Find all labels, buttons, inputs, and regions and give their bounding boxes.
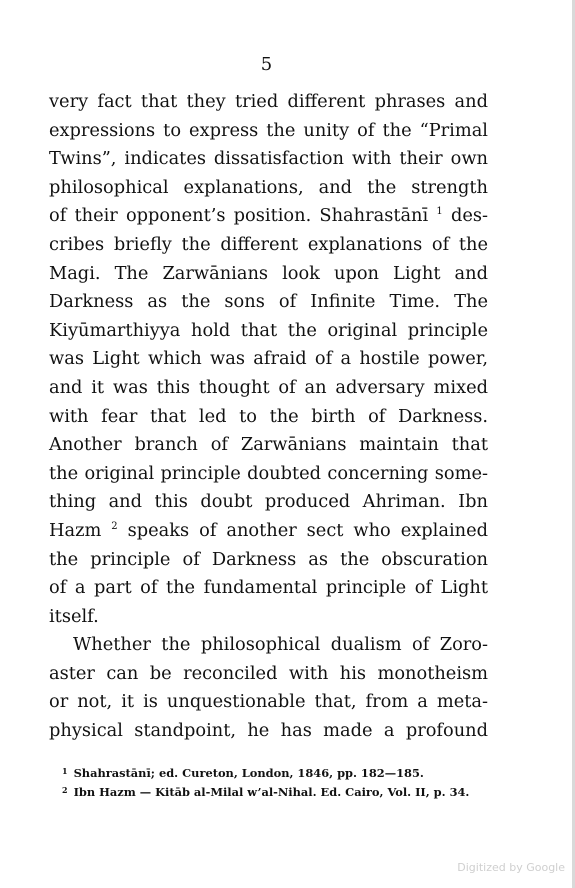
body-text: [49, 88, 488, 746]
text-line: itself.: [49, 605, 99, 627]
text-line: of their opponent’s position. Shahrastānī $^1$ des-: [49, 205, 488, 227]
footnote-mark: 2: [62, 785, 68, 795]
footnote-reference[interactable]: 1: [436, 206, 443, 218]
text-line: thing and this doubt produced Ahriman. Ibn: [49, 491, 488, 513]
text-line: was Light which was afraid of a hostile power,: [49, 348, 488, 370]
footnotes: [62, 763, 492, 801]
text-line: Magi. The Zarwānians look upon Light and: [49, 262, 488, 284]
footnote: [62, 782, 492, 801]
text-line: the original principle doubted concerning some-: [49, 462, 488, 484]
text-line: very fact that they tried different phrases and: [49, 91, 488, 112]
text-line: or not, it is unquestionable that, from a meta-: [49, 691, 488, 713]
text-line: expressions to express the unity of the “Primal: [49, 119, 488, 141]
text-line: of a part of the fundamental principle of Light: [49, 577, 488, 599]
text-line: cribes briefly the different explanations of the: [49, 233, 488, 255]
paragraph: [49, 631, 488, 745]
text-line: physical standpoint, he has made a profound: [49, 720, 488, 742]
footnote: [62, 763, 492, 782]
footnote-text: Ibn Hazm — Kitāb al-Milal w’al-Nihal. Ed. Cairo, Vol. II, p. 34.: [73, 785, 470, 799]
text-line: Kiyūmarthiyya hold that the original principle: [49, 319, 488, 341]
text-line: philosophical explanations, and the strength: [49, 176, 488, 198]
text-line: Hazm $^2$ speaks of another sect who explained: [49, 519, 488, 541]
digitization-watermark: Digitized by Google: [457, 861, 565, 874]
text-line: with fear that led to the birth of Darkness.: [49, 405, 488, 427]
page-number: 5: [260, 54, 273, 75]
footnote-text: Shahrastānī; ed. Cureton, London, 1846, pp. 182—185.: [73, 766, 424, 780]
text-line: aster can be reconciled with his monotheism: [49, 662, 488, 684]
text-line: Twins”, indicates dissatisfaction with their own: [49, 148, 488, 170]
text-line: the principle of Darkness as the obscuration: [49, 548, 488, 570]
paragraph: [49, 88, 488, 631]
text-line: Another branch of Zarwānians maintain that: [49, 434, 488, 456]
text-line: Darkness as the sons of Infinite Time. The: [49, 291, 488, 313]
text-line: Whether the philosophical dualism of Zoro-: [73, 634, 488, 656]
text-line: and it was this thought of an adversary mixed: [49, 376, 488, 398]
footnote-reference[interactable]: 2: [111, 520, 118, 532]
footnote-mark: 1: [62, 766, 68, 776]
